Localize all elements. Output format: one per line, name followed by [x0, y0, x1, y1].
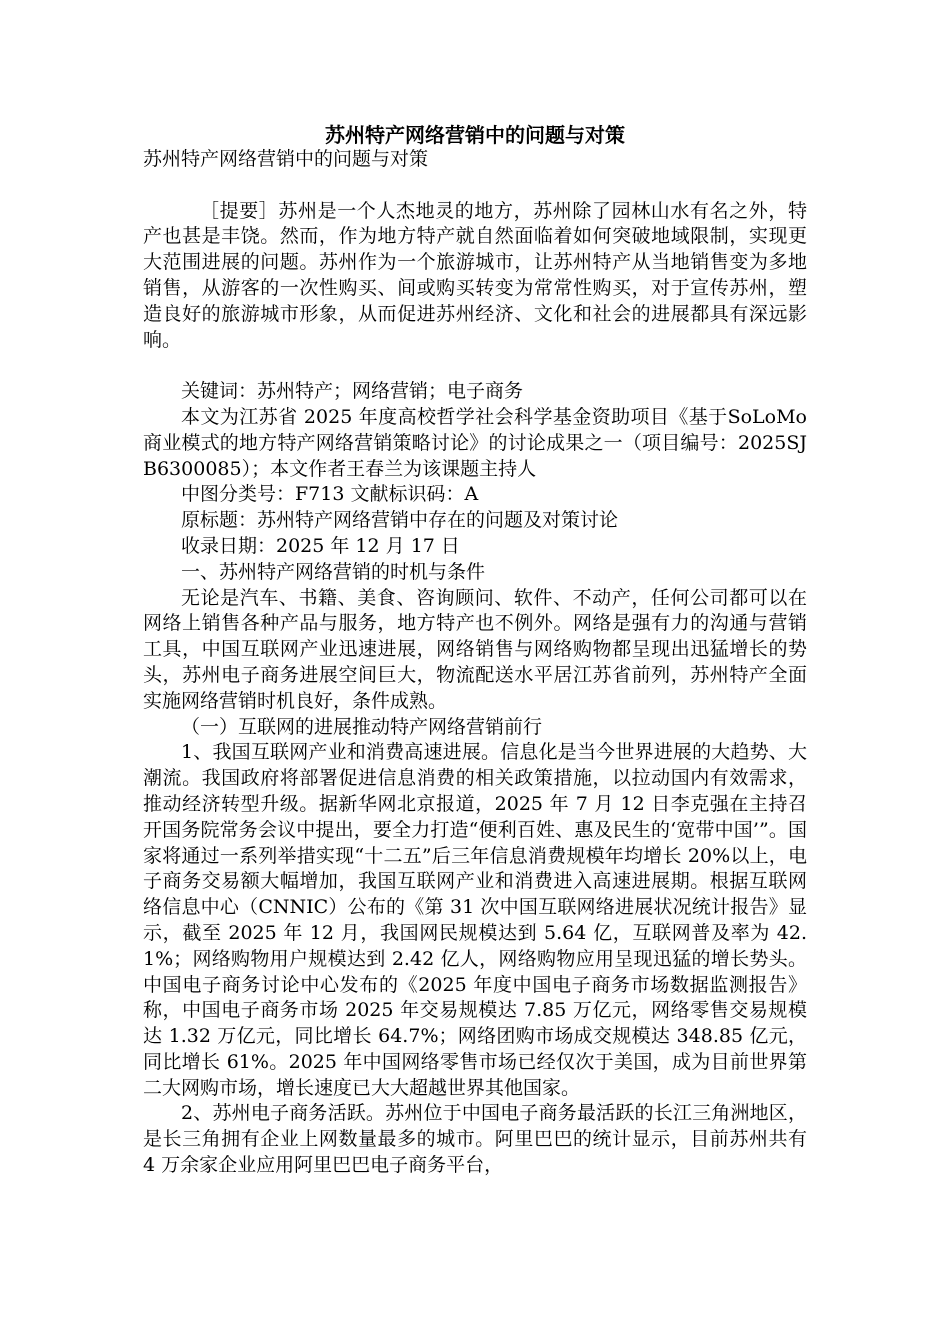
- classification-line: 中图分类号：F713 文献标识码：A: [181, 483, 479, 506]
- section-paragraph: 无论是汽车、书籍、美食、咨询顾问、软件、不动产，任何公司都可以在网络上销售各种产品与服务，地方特产也不例外。网络是强有力的沟通与营销工具，中国互联网产业迅速进展，网络销售与网络购物都呈现出迅猛增长的势头，苏州电子商务进展空间巨大，物流配送水平居江苏省前列，苏州特产全面实施网络营销时机良好，条件成熟。: [143, 586, 807, 712]
- document-title: 苏州特产网络营销中的问题与对策: [325, 123, 625, 147]
- point-paragraph-2: 2、苏州电子商务活跃。苏州位于中国电子商务最活跃的长江三角洲地区，是长三角拥有企业上网数量最多的城市。阿里巴巴的统计显示，目前苏州共有 4 万余家企业应用阿里巴巴电子商务平台，: [143, 1102, 807, 1177]
- document-subtitle: 苏州特产网络营销中的问题与对策: [143, 148, 429, 170]
- keywords-line: 关键词：苏州特产；网络营销；电子商务: [181, 380, 524, 403]
- section-heading: 一、苏州特产网络营销的时机与条件: [181, 560, 486, 583]
- blank-line: [143, 173, 807, 199]
- point-paragraph-1: 1、我国互联网产业和消费高速进展。信息化是当今世界进展的大趋势、大潮流。我国政府将部署促进信息消费的相关政策措施，以拉动国内有效需求，推动经济转型升级。据新华网北京报道，2025 年 7 月 12 日李克强在主持召开国务院常务会议中提出，要全力打造“便利百姓、惠及民生的‘宽带中国’”。国家将通过一系列举措实现“十二五”后三年信息消费规模年均增长 20%以上，电子商务交易额大幅增加，我国互联网产业和消费进入高速进展期。根据互联网络信息中心（CNNIC）公布的《第 31 次中国互联网络进展状况统计报告》显示，截至 2025 年 12 月，我国网民规模达到 5.64 亿，互联网普及率为 42.1%；网络购物用户规模达到 2.42 亿人，网络购物应用呈现迅猛的增长势头。中国电子商务讨论中心发布的《2025 年度中国电子商务市场数据监测报告》称，中国电子商务市场 2025 年交易规模达 7.85 万亿元，网络零售交易规模达 1.32 万亿元，同比增长 64.7%；网络团购市场成交规模达 348.85 亿元，同比增长 61%。2025 年中国网络零售市场已经仅次于美国，成为目前世界第二大网购市场，增长速度已大大超越世界其他国家。: [143, 741, 807, 1099]
- blank-line: [143, 353, 807, 379]
- original-title-line: 原标题：苏州特产网络营销中存在的问题及对策讨论: [181, 509, 619, 532]
- received-date-line: 收录日期：2025 年 12 月 17 日: [181, 534, 460, 557]
- abstract-paragraph: ［提要］苏州是一个人杰地灵的地方，苏州除了园林山水有名之外，特产也甚是丰饶。然而，作为地方特产就自然面临着如何突破地域限制，实现更大范围进展的问题。苏州作为一个旅游城市，让苏州特产从当地销售变为多地销售，从游客的一次性购买、间或购买转变为常常性购买，对于宣传苏州，塑造良好的旅游城市形象，从而促进苏州经济、文化和社会的进展都具有深远影响。: [143, 199, 807, 351]
- subsection-heading: （一）互联网的进展推动特产网络营销前行: [181, 715, 543, 738]
- funding-note: 本文为江苏省 2025 年度高校哲学社会科学基金资助项目《基于SoLoMo 商业模式的地方特产网络营销策略讨论》的讨论成果之一（项目编号：2025SJB6300085）；本文作者王春兰为该课题主持人: [143, 405, 807, 480]
- document-body: [143, 147, 807, 1179]
